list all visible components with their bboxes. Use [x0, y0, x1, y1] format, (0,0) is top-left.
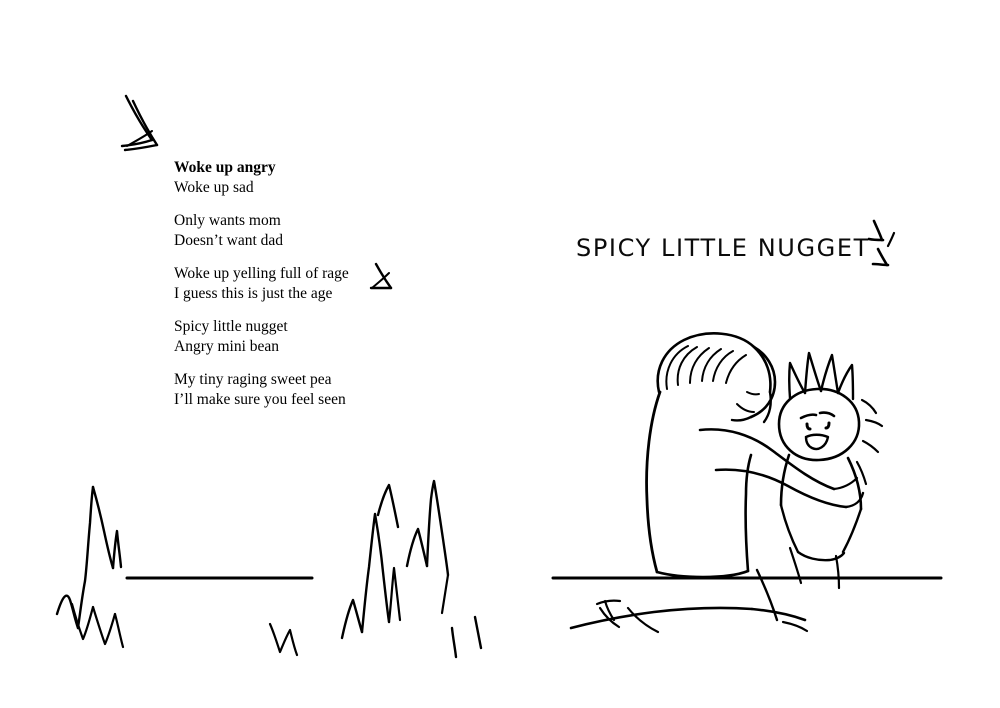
poem-line: I’ll make sure you feel seen	[174, 390, 346, 408]
poem-stanza	[174, 370, 504, 409]
poem-line: Spicy little nugget	[174, 318, 288, 335]
poem-stanza	[174, 158, 504, 197]
scribble-mark-top-left	[122, 96, 157, 150]
poem-stanza	[174, 317, 504, 356]
poem-line: Woke up angry	[174, 159, 276, 176]
anger-marks-near-title	[869, 221, 894, 265]
scribble-marks-left-second	[342, 481, 481, 657]
poem-line: Woke up sad	[174, 178, 254, 196]
poem-line: Woke up yelling full of rage	[174, 265, 349, 282]
poem-line: Only wants mom	[174, 212, 281, 229]
poem-line: Doesn’t want dad	[174, 231, 284, 249]
page-title: SPICY LITTLE NUGGET	[576, 234, 870, 262]
poem-stanza	[174, 211, 504, 250]
scribble-mark-small	[270, 624, 297, 655]
poem-line: My tiny raging sweet pea	[174, 371, 332, 388]
poem-line: Angry mini bean	[174, 337, 280, 355]
poem-line: I guess this is just the age	[174, 284, 333, 302]
scribble-marks-left	[57, 487, 123, 647]
poem-text	[174, 158, 504, 423]
adult-figure	[571, 333, 863, 632]
toddler-figure	[779, 353, 882, 588]
poem-stanza	[174, 264, 504, 303]
